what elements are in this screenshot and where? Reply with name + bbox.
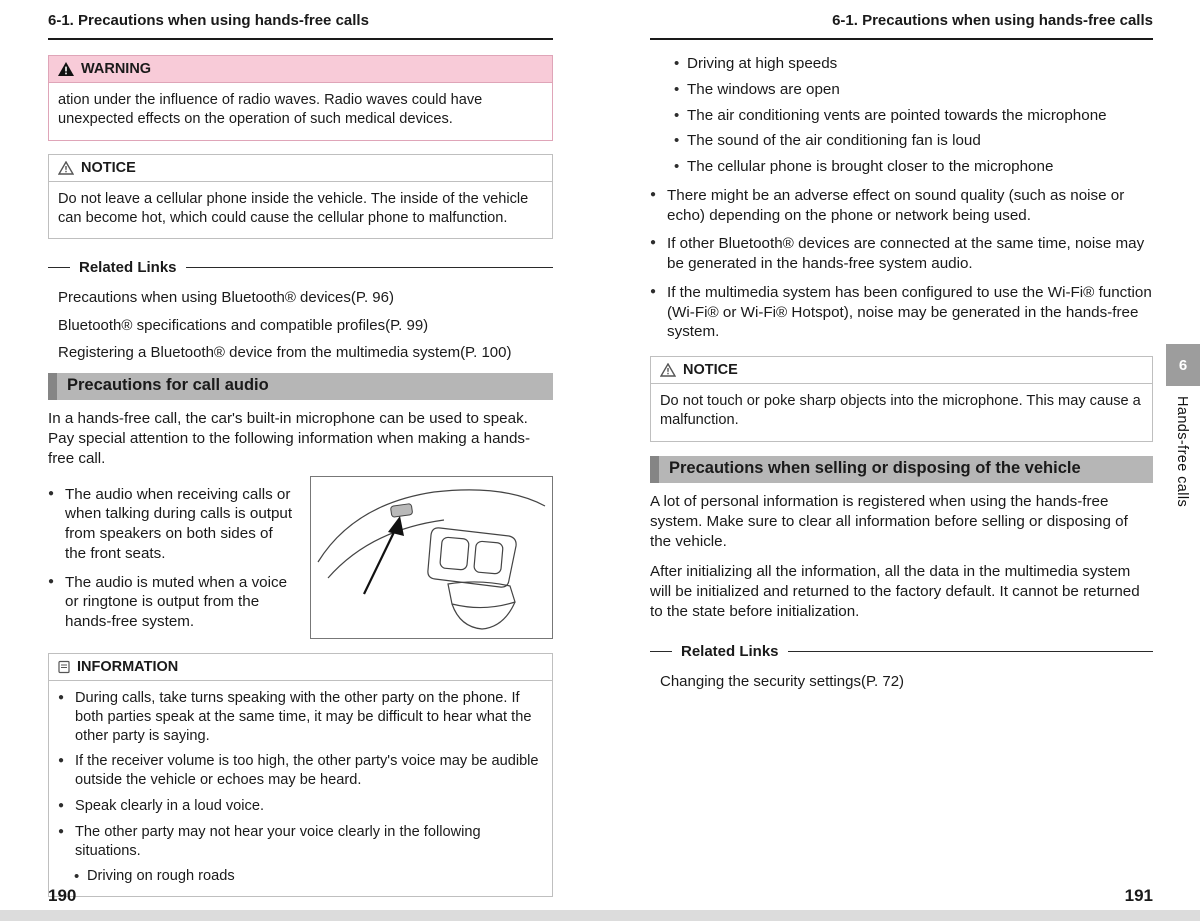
notice-triangle-icon: [58, 161, 74, 175]
list-subitem: • Driving on rough roads: [72, 867, 543, 886]
related-links-list-right: [660, 672, 1153, 692]
related-link[interactable]: Precautions when using Bluetooth® devices(P. 96): [58, 289, 394, 306]
page-number-left: 190: [48, 886, 77, 905]
right-page: [650, 12, 1153, 699]
notice-right-title: NOTICE: [683, 362, 738, 378]
left-running-header: 6-1. Precautions when using hands-free calls: [48, 12, 553, 40]
notice-body: Do not leave a cellular phone inside the vehicle. The inside of the vehicle can become hot, which could cause the cellular phone to malfunction.: [58, 190, 529, 226]
section-heading-call-audio: Precautions for call audio: [48, 373, 553, 400]
section-heading-selling: Precautions when selling or disposing of the vehicle: [650, 456, 1153, 483]
section-intro: In a hands-free call, the car's built-in microphone can be used to speak. Pay special attention to the following information when making a hands-free call.: [48, 409, 531, 468]
information-note-icon: [58, 660, 70, 674]
selling-para-1: A lot of personal information is registered when using the hands-free system. Make sure to clear all information before selling or disposing of the vehicle.: [650, 492, 1128, 551]
microphone-shape: [390, 503, 412, 517]
page-number-right: 191: [1124, 886, 1153, 905]
warning-triangle-icon: [58, 62, 74, 76]
list-subitem: • The air conditioning vents are pointed towards the microphone: [672, 106, 1153, 126]
warning-box: [48, 55, 553, 141]
microphone-location-illustration: [310, 476, 553, 639]
related-links-list: [58, 288, 553, 363]
situation-sublist: [672, 54, 1153, 177]
list-subitem: • Driving at high speeds: [672, 54, 1153, 74]
related-link[interactable]: Changing the security settings(P. 72): [660, 672, 905, 690]
related-links-title: Related Links: [79, 259, 177, 276]
list-item: ● If other Bluetooth® devices are connected at the same time, noise may be generated in the hands-free system audio.: [650, 234, 1153, 274]
list-item: ● If the receiver volume is too high, the other party's voice may be audible outside the vehicle or echoes may be heard.: [58, 752, 543, 790]
chapter-tab: [1166, 344, 1200, 386]
bullets-and-figure: [48, 476, 553, 639]
notice-title: NOTICE: [81, 159, 136, 176]
rule-dash: [788, 651, 1153, 652]
notice-box: [48, 154, 553, 240]
list-item: ● The audio is muted when a voice or ringtone is output from the hands-free system.: [48, 573, 296, 632]
page-bottom-edge: [0, 910, 1200, 921]
notice-triangle-icon: [660, 363, 676, 377]
information-box: [48, 653, 553, 898]
notice-box-right-header: [651, 357, 1152, 384]
warning-body: ation under the influence of radio waves. Radio waves could have unexpected effects on the operation of such medical devices.: [58, 92, 483, 128]
selling-para-2: After initializing all the information, all the data in the multimedia system will be initialized and returned to the factory default. It cannot be returned to the state before initialization.: [650, 562, 1140, 621]
list-subitem: • The cellular phone is brought closer to the microphone: [672, 157, 1153, 177]
rule-dash: [48, 267, 70, 268]
list-item: ● If the multimedia system has been configured to use the Wi-Fi® function (Wi-Fi® or Wi-Fi® Hotspot), noise may be generated in the hands-free system.: [650, 283, 1153, 342]
list-item: ● Speak clearly in a loud voice.: [58, 797, 543, 816]
rule-dash: [650, 651, 672, 652]
notice-right-body: Do not touch or poke sharp objects into the microphone. This may cause a malfunction.: [660, 393, 1141, 429]
list-item: ● The audio when receiving calls or when talking during calls is output from speakers on both sides of the front seats.: [48, 485, 296, 564]
list-item: ● There might be an adverse effect on sound quality (such as noise or echo) depending on the phone or network being used.: [650, 186, 1153, 226]
chapter-number: 6: [1178, 356, 1188, 374]
chapter-tab-label: Hands-free calls: [1174, 396, 1190, 508]
related-links-title-right: Related Links: [681, 642, 779, 660]
information-body: [49, 681, 552, 897]
list-subitem: • The sound of the air conditioning fan is loud: [672, 131, 1153, 151]
related-links-rule: [650, 643, 1153, 660]
left-page: [48, 12, 553, 897]
notice-box-header: [49, 155, 552, 182]
list-subitem: • The windows are open: [672, 80, 1153, 100]
notice-box-right: [650, 356, 1153, 442]
right-running-header: 6-1. Precautions when using hands-free calls: [650, 12, 1153, 40]
rule-dash: [186, 267, 553, 268]
related-links-rule: [48, 259, 553, 276]
related-link[interactable]: Registering a Bluetooth® device from the multimedia system(P. 100): [58, 344, 512, 361]
information-box-header: [49, 654, 552, 681]
bullets-column: [48, 476, 296, 632]
car-ceiling-drawing: [312, 478, 551, 637]
audio-quality-list: [650, 186, 1153, 342]
information-title: INFORMATION: [77, 658, 179, 675]
list-item: ● During calls, take turns speaking with the other party on the phone. If both parties speak at the same time, it may be difficult to hear what the other party is saying.: [58, 689, 543, 746]
pointer-arrow: [364, 516, 404, 594]
warning-title: WARNING: [81, 61, 152, 77]
warning-box-header: [49, 56, 552, 83]
list-item: ● The other party may not hear your voice clearly in the following situations.: [58, 823, 543, 861]
related-link[interactable]: Bluetooth® specifications and compatible profiles(P. 99): [58, 316, 429, 334]
